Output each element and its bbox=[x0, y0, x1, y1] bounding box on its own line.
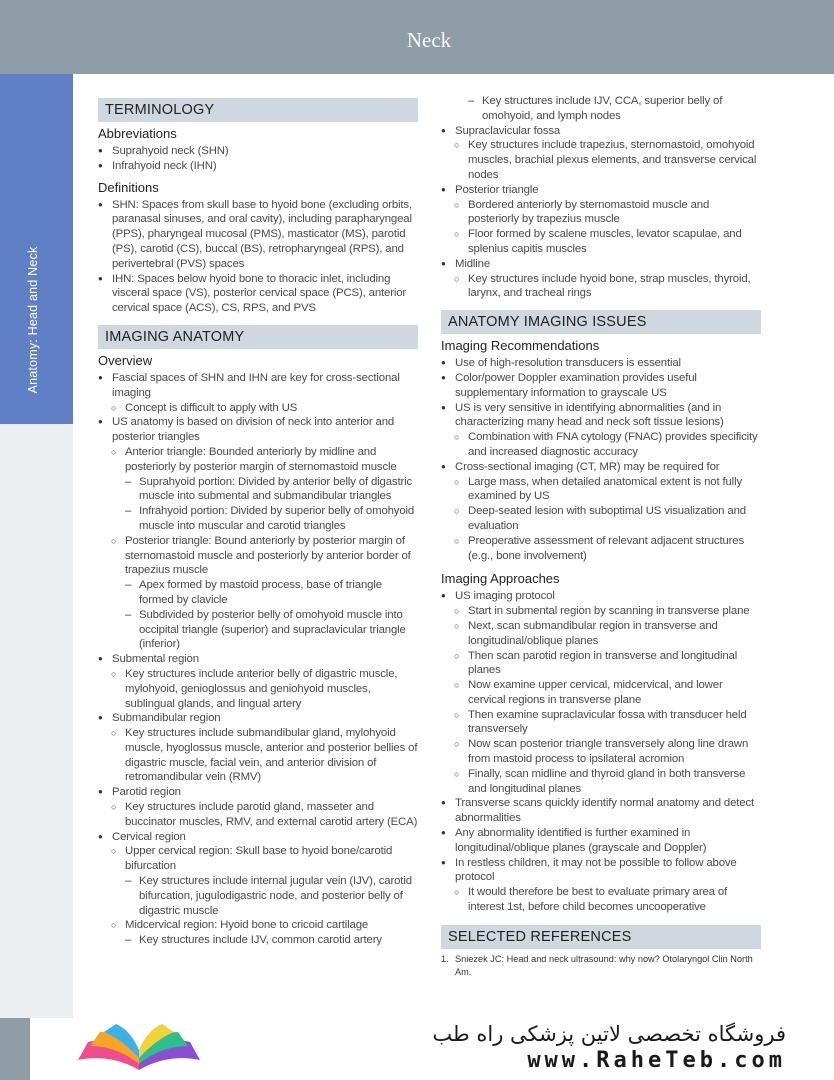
list-item: ● In restless children, it may not be possible to follow above protocol bbox=[441, 856, 761, 886]
approaches-list bbox=[441, 589, 761, 915]
imaging-approaches-heading: Imaging Approaches bbox=[441, 571, 560, 587]
list-item: – Key structures include IJV, common carotid artery bbox=[98, 933, 418, 948]
list-item: ○ Finally, scan midline and thyroid gland in both transverse and longitudinal planes bbox=[441, 767, 761, 797]
brand-url: www.RaheTeb.com bbox=[527, 1048, 786, 1073]
list-item: ○ Concept is difficult to apply with US bbox=[98, 401, 418, 416]
reference-number: 1. bbox=[441, 953, 449, 964]
list-item: ○ Anterior triangle: Bounded anteriorly by midline and posteriorly by posterior margin of sternomastoid muscle bbox=[98, 445, 418, 475]
page-header bbox=[0, 0, 834, 74]
definitions-heading: Definitions bbox=[98, 179, 159, 195]
page-title: Neck bbox=[406, 28, 452, 52]
list-item: – Subdivided by posterior belly of omohyoid muscle into occipital triangle (superior) and supraclavicular triangle (inferior) bbox=[98, 608, 418, 652]
list-item: ● Infrahyoid neck (IHN) bbox=[98, 159, 418, 174]
list-item: ○ Key structures include parotid gland, masseter and buccinator muscles, RMV, and external carotid artery (ECA) bbox=[98, 800, 418, 830]
continued-list bbox=[441, 94, 761, 301]
list-item: ● Submandibular region bbox=[98, 711, 418, 726]
overview-heading: Overview bbox=[98, 352, 153, 368]
definitions-list bbox=[98, 198, 418, 316]
list-item: ● Transverse scans quickly identify normal anatomy and detect abnormalities bbox=[441, 796, 761, 826]
list-item: – Apex formed by mastoid process, base of triangle formed by clavicle bbox=[98, 578, 418, 608]
list-item: ● Use of high-resolution transducers is essential bbox=[441, 356, 761, 371]
list-item: ● Cervical region bbox=[98, 830, 418, 845]
list-item: ● US imaging protocol bbox=[441, 589, 761, 604]
list-item: ○ Key structures include submandibular gland, mylohyoid muscle, hyoglossus muscle, anterior and posterior bellies of digastric muscle, facial vein, and anterior division of retromandibular vein (RMV) bbox=[98, 726, 418, 785]
list-item: ● Cross-sectional imaging (CT, MR) may be required for bbox=[441, 460, 761, 475]
list-item: ● Supraclavicular fossa bbox=[441, 124, 761, 139]
list-item: ○ Key structures include hyoid bone, strap muscles, thyroid, larynx, and tracheal rings bbox=[441, 272, 761, 302]
list-item: ○ Next, scan submandibular region in transverse and longitudinal/oblique planes bbox=[441, 619, 761, 649]
list-item: ○ Key structures include anterior belly of digastric muscle, mylohyoid, genioglossus and geniohyoid muscles, sublingual glands, and lingual artery bbox=[98, 667, 418, 711]
reference-text: Sniezek JC: Head and neck ultrasound: why now? Otolaryngol Clin North Am. bbox=[455, 953, 753, 977]
list-item: ○ Combination with FNA cytology (FNAC) provides specificity and increased diagnostic accuracy bbox=[441, 430, 761, 460]
list-item: ○ Floor formed by scalene muscles, levator scapulae, and splenius capitis muscles bbox=[441, 227, 761, 257]
list-item: ● Posterior triangle bbox=[441, 183, 761, 198]
list-item: ○ Upper cervical region: Skull base to hyoid bone/carotid bifurcation bbox=[98, 844, 418, 874]
left-rail-bottom bbox=[0, 1018, 30, 1080]
list-item: ○ Now examine upper cervical, midcervical, and lower cervical regions in transverse plane bbox=[441, 678, 761, 708]
list-item: ● Color/power Doppler examination provides useful supplementary information to grayscale US bbox=[441, 371, 761, 401]
list-item: ● US is very sensitive in identifying abnormalities (and in characterizing many head and neck soft tissue lesions) bbox=[441, 401, 761, 431]
list-item: ○ Start in submental region by scanning in transverse plane bbox=[441, 604, 761, 619]
overview-list bbox=[98, 371, 418, 948]
list-item: ● Any abnormality identified is further examined in longitudinal/oblique planes (grayscale and Doppler) bbox=[441, 826, 761, 856]
list-item: – Suprahyoid portion: Divided by anterior belly of digastric muscle into submental and submandibular triangles bbox=[98, 475, 418, 505]
list-item: ○ Midcervical region: Hyoid bone to cricoid cartilage bbox=[98, 918, 418, 933]
list-item: – Infrahyoid portion: Divided by superior belly of omohyoid muscle into muscular and carotid triangles bbox=[98, 504, 418, 534]
list-item: ● Suprahyoid neck (SHN) bbox=[98, 144, 418, 159]
list-item: ○ Large mass, when detailed anatomical extent is not fully examined by US bbox=[441, 475, 761, 505]
abbreviations-list bbox=[98, 144, 418, 174]
list-item: ○ Now scan posterior triangle transversely along line drawn from mastoid process to ipsilateral acromion bbox=[441, 737, 761, 767]
list-item: ● Submental region bbox=[98, 652, 418, 667]
list-item: ○ It would therefore be best to evaluate primary area of interest 1st, before child becomes uncooperative bbox=[441, 885, 761, 915]
chapter-side-tab-label: Anatomy: Head and Neck bbox=[26, 246, 40, 394]
list-item: ○ Deep-seated lesion with suboptimal US visualization and evaluation bbox=[441, 504, 761, 534]
list-item: ● SHN: Spaces from skull base to hyoid bone (excluding orbits, paranasal sinuses, and oral cavity), including parapharyngeal (PPS), pharyngeal mucosal (PMS), masticator (MS), parotid (PS), carotid (CS), buccal (BS), retropharyngeal (RPS), and perivertebral (PVS) spaces bbox=[98, 198, 418, 272]
list-item: ● Midline bbox=[441, 257, 761, 272]
list-item: ○ Key structures include trapezius, sternomastoid, omohyoid muscles, brachial plexus elements, and transverse cervical nodes bbox=[441, 138, 761, 182]
open-book-logo-icon bbox=[74, 1020, 204, 1076]
footer-banner bbox=[30, 1018, 834, 1080]
right-column bbox=[441, 94, 761, 979]
list-item: ● Fascial spaces of SHN and IHN are key for cross-sectional imaging bbox=[98, 371, 418, 401]
chapter-side-tab bbox=[0, 74, 73, 424]
list-item: ○ Then scan parotid region in transverse and longitudinal planes bbox=[441, 649, 761, 679]
list-item: ○ Posterior triangle: Bound anteriorly by posterior margin of sternomastoid muscle and posteriorly by anterior border of trapezius muscle bbox=[98, 534, 418, 578]
list-item: – Key structures include IJV, CCA, superior belly of omohyoid, and lymph nodes bbox=[441, 94, 761, 124]
abbreviations-heading: Abbreviations bbox=[98, 126, 177, 141]
imaging-anatomy-heading: IMAGING ANATOMY bbox=[98, 325, 418, 349]
imaging-recommendations-heading: Imaging Recommendations bbox=[441, 338, 600, 354]
brand-persian-text: فروشگاه تخصصی لاتین پزشکی راه طب bbox=[432, 1022, 786, 1046]
list-item: ○ Bordered anteriorly by sternomastoid muscle and posteriorly by trapezius muscle bbox=[441, 198, 761, 228]
selected-references-heading: SELECTED REFERENCES bbox=[441, 925, 761, 949]
left-column bbox=[98, 98, 418, 948]
list-item: ● Parotid region bbox=[98, 785, 418, 800]
reference-item bbox=[441, 953, 761, 979]
recommendations-list bbox=[441, 356, 761, 563]
list-item: ○ Preoperative assessment of relevant adjacent structures (e.g., bone involvement) bbox=[441, 534, 761, 564]
page-fade bbox=[73, 985, 834, 1020]
list-item: ○ Then examine supraclavicular fossa with transducer held transversely bbox=[441, 708, 761, 738]
list-item: ● US anatomy is based on division of neck into anterior and posterior triangles bbox=[98, 415, 418, 445]
list-item: ● IHN: Spaces below hyoid bone to thoracic inlet, including visceral space (VS), posterior cervical space (PCS), anterior cervical space (ACS), CS, RPS, and PVS bbox=[98, 272, 418, 316]
list-item: – Key structures include internal jugular vein (IJV), carotid bifurcation, jugulodigastric node, and posterior belly of digastric muscle bbox=[98, 874, 418, 918]
terminology-heading: TERMINOLOGY bbox=[98, 98, 418, 122]
anatomy-imaging-issues-heading: ANATOMY IMAGING ISSUES bbox=[441, 310, 761, 334]
